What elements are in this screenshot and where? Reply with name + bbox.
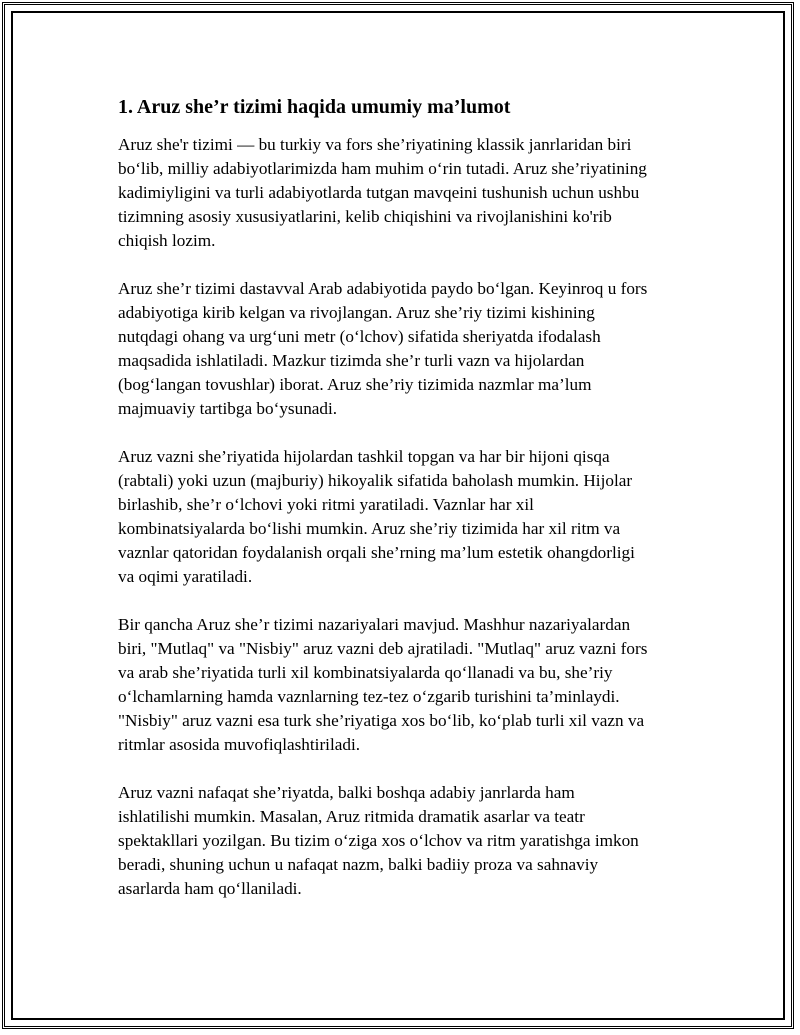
text-line: birlashib, she’r o‘lchovi yoki ritmi yaratiladi. Vaznlar har xil [118, 495, 534, 514]
text-line: vaznlar qatoridan foydalanish orqali she’rning ma’lum estetik ohangdorligi [118, 543, 635, 562]
text-line: va oqimi yaratiladi. [118, 567, 253, 586]
text-line: Aruz she’r tizimi dastavval Arab adabiyotida paydo bo‘lgan. Keyinroq u fors [118, 279, 648, 298]
paragraph-5 [118, 781, 698, 901]
text-line: Aruz vazni nafaqat she’riyatda, balki boshqa adabiy janrlarda ham [118, 783, 575, 802]
text-line: maqsadida ishlatiladi. Mazkur tizimda she’r turli vazn va hijolardan [118, 351, 585, 370]
paragraph-2 [118, 277, 698, 421]
text-line: va arab she’riyatida turli xil kombinatsiyalarda qo‘llanadi va bu, she’riy [118, 663, 613, 682]
section-heading: 1. Aruz she’r tizimi haqida umumiy ma’lumot [118, 96, 511, 118]
paragraph-4 [118, 613, 698, 757]
text-line: nutqdagi ohang va urg‘uni metr (o‘lchov) sifatida sheriyatda ifodalash [118, 327, 601, 346]
text-line: asarlarda ham qo‘llaniladi. [118, 879, 302, 898]
text-line: kombinatsiyalarda bo‘lishi mumkin. Aruz she’riy tizimida har xil ritm va [118, 519, 621, 538]
document-body [118, 95, 698, 925]
text-line: biri, "Mutlaq" va "Nisbiy" aruz vazni deb ajratiladi. "Mutlaq" aruz vazni fors [118, 639, 648, 658]
text-line: spektakllari yozilgan. Bu tizim o‘ziga xos o‘lchov va ritm yaratishga imkon [118, 831, 639, 850]
text-line: beradi, shuning uchun u nafaqat nazm, balki badiiy proza va sahnaviy [118, 855, 599, 874]
text-line: majmuaviy tartibga bo‘ysunadi. [118, 399, 338, 418]
text-line: kadimiyligini va turli adabiyotlarda tutgan mavqeini tushunish uchun ushbu [118, 183, 640, 202]
paragraph-1 [118, 133, 698, 253]
text-line: ritmlar asosida muvofiqlashtiriladi. [118, 735, 361, 754]
text-line: bo‘lib, milliy adabiyotlarimizda ham muhim o‘rin tutadi. Aruz she’riyatining [118, 159, 647, 178]
text-line: ishlatilishi mumkin. Masalan, Aruz ritmida dramatik asarlar va teatr [118, 807, 585, 826]
text-line: Aruz she'r tizimi — bu turkiy va fors she’riyatining klassik janrlaridan biri [118, 135, 632, 154]
text-line: Bir qancha Aruz she’r tizimi nazariyalari mavjud. Mashhur nazariyalardan [118, 615, 631, 634]
text-line: (rabtali) yoki uzun (majburiy) hikoyalik sifatida baholash mumkin. Hijolar [118, 471, 633, 490]
text-line: tizimning asosiy xususiyatlarini, kelib chiqishini va rivojlanishini ko'rib [118, 207, 612, 226]
text-line: Aruz vazni she’riyatida hijolardan tashkil topgan va har bir hijoni qisqa [118, 447, 610, 466]
paragraph-3 [118, 445, 698, 589]
text-line: adabiyotiga kirib kelgan va rivojlangan. Aruz she’riy tizimi kishining [118, 303, 595, 322]
text-line: o‘lchamlarning hamda vaznlarning tez-tez o‘zgarib turishini ta’minlaydi. [118, 687, 620, 706]
text-line: chiqish lozim. [118, 231, 216, 250]
text-line: "Nisbiy" aruz vazni esa turk she’riyatiga xos bo‘lib, ko‘plab turli xil vazn va [118, 711, 645, 730]
text-line: (bog‘langan tovushlar) iborat. Aruz she’riy tizimida nazmlar ma’lum [118, 375, 592, 394]
